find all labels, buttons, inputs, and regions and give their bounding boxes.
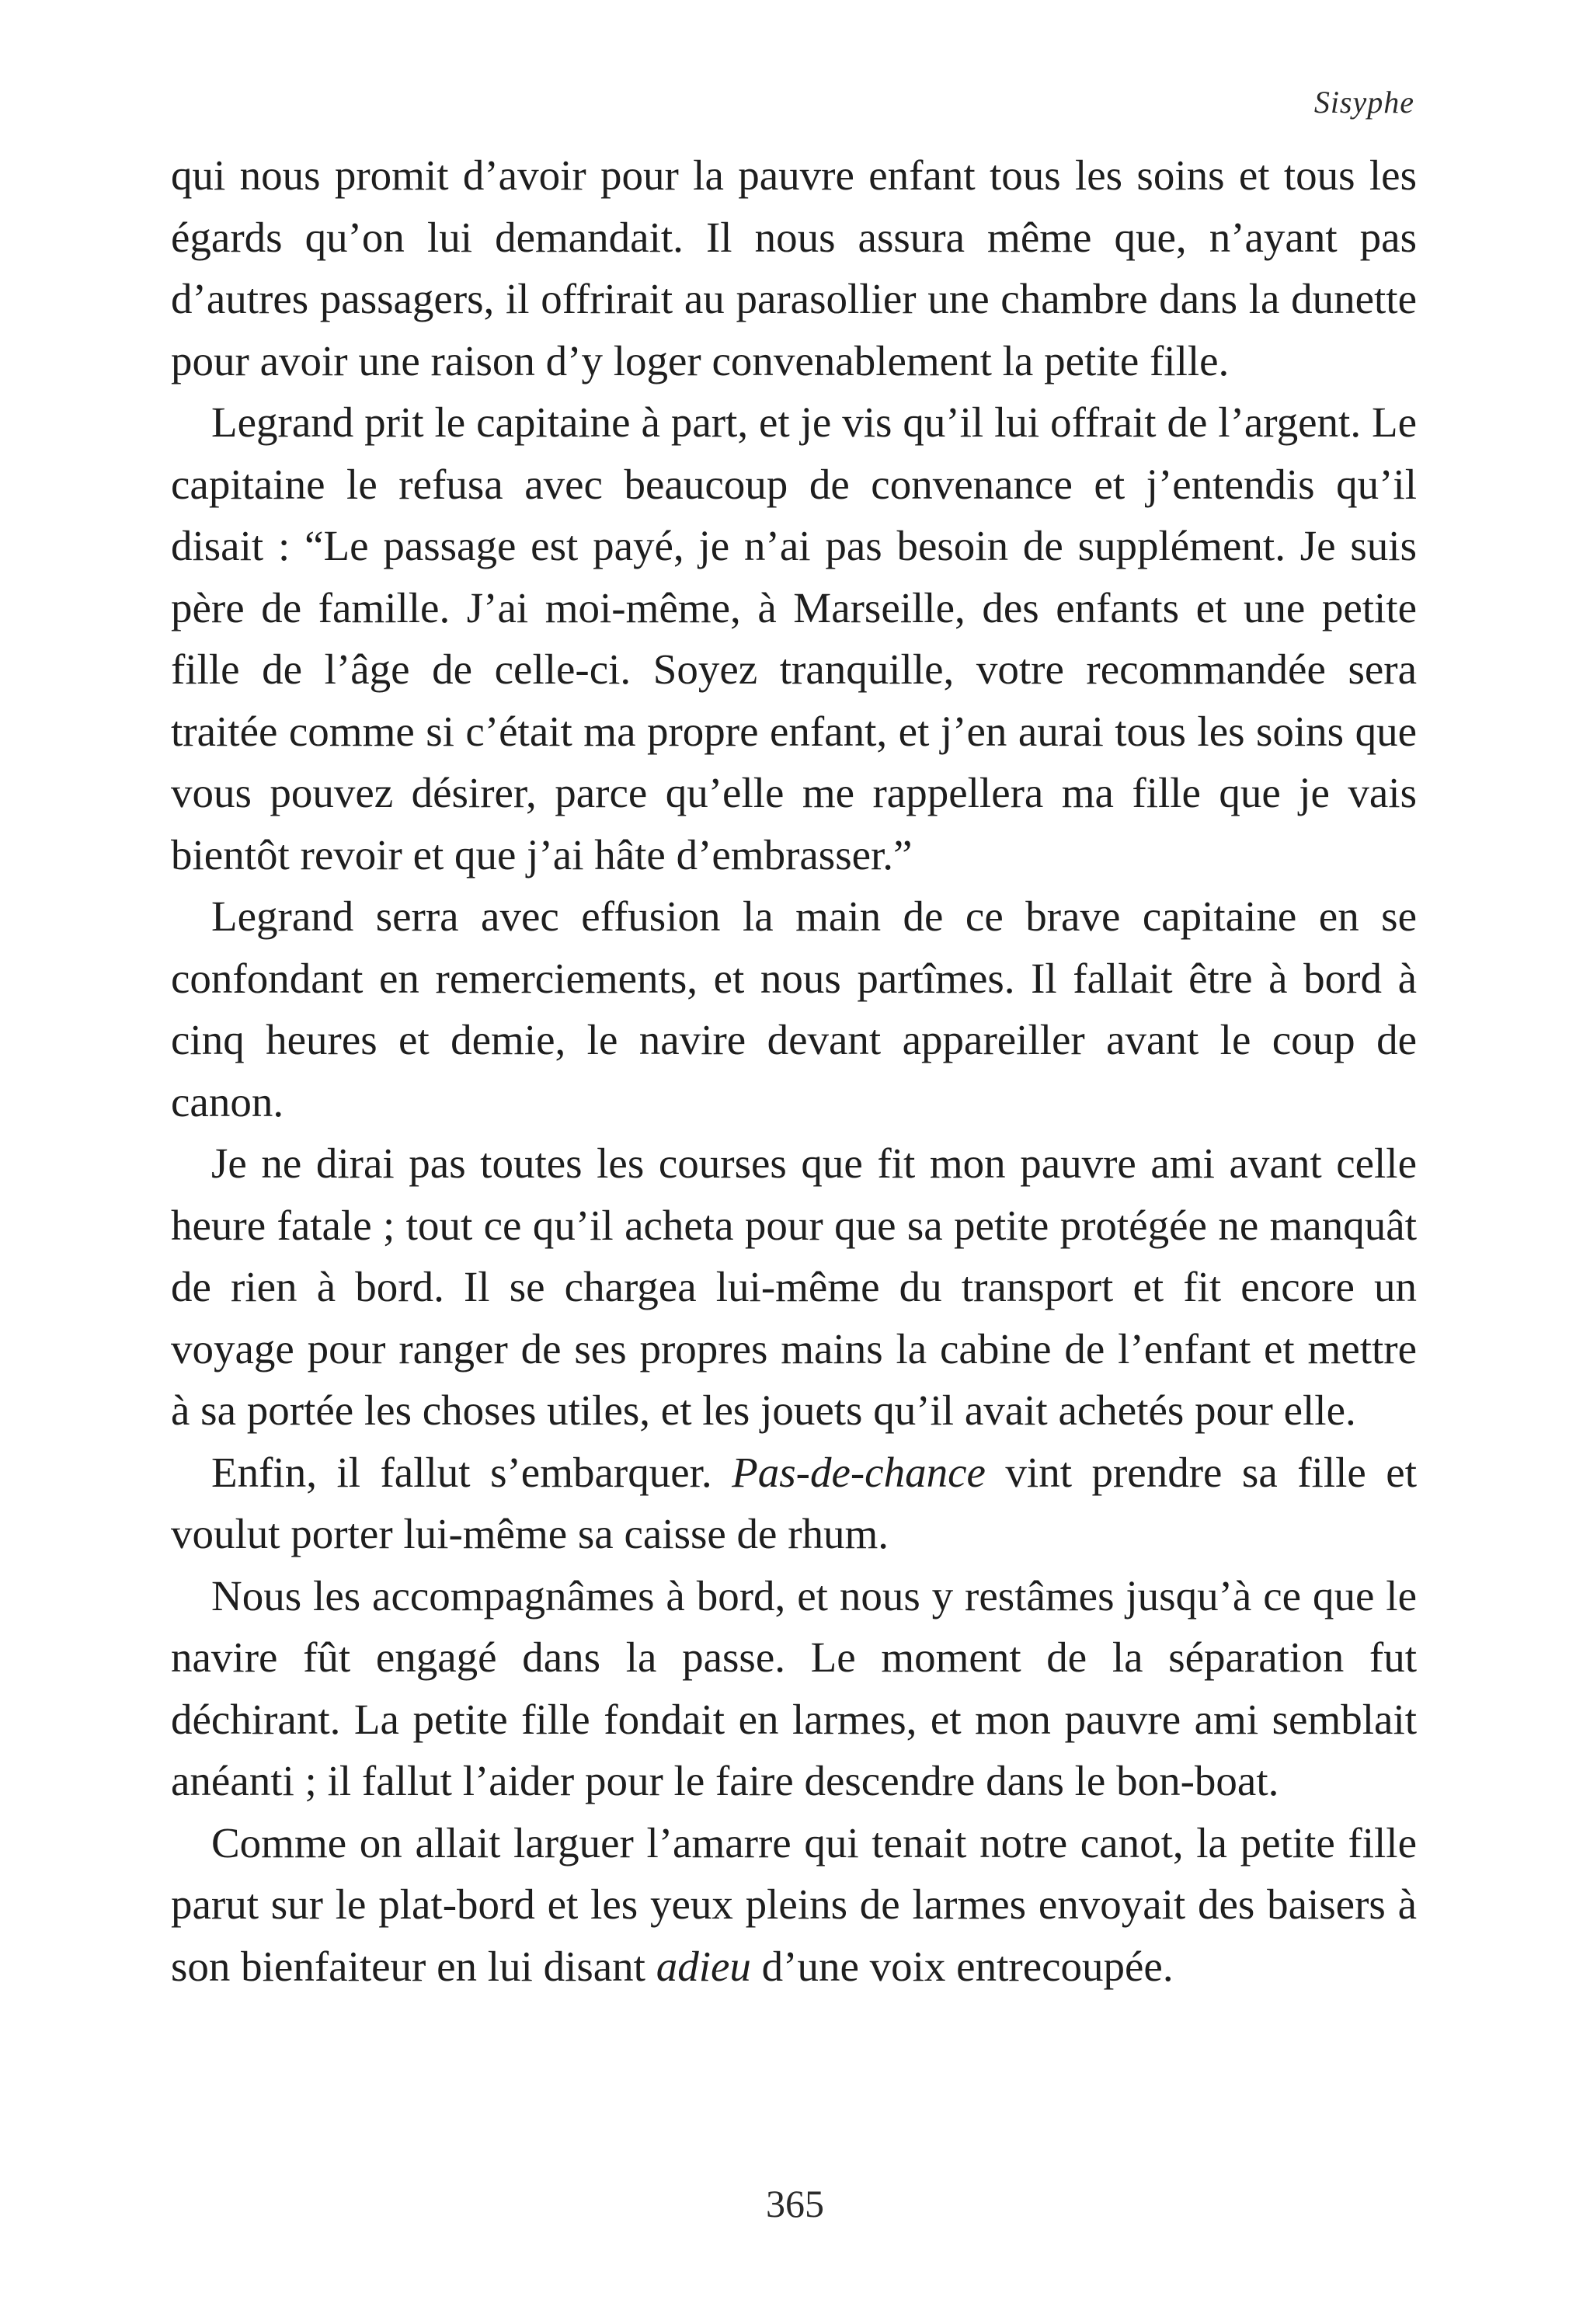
body-text [171, 144, 1417, 1997]
paragraph-2: Legrand prit le capitaine à part, et je vis qu’il lui offrait de l’argent. Le capitaine le refusa avec beaucoup de convenance et j’entendis qu’il disait : “Le passage est payé, je n’ai pas besoin de supplément. Je suis père de famille. J’ai moi-même, à Marseille, des enfants et une petite fille de l’âge de celle-ci. Soyez tranquille, votre recommandée sera traitée comme si c’était ma propre enfant, et j’en aurai tous les soins que vous pouvez désirer, parce qu’elle me rappellera ma fille que je vais bientôt revoir et que j’ai hâte d’embrasser.” [171, 398, 1417, 878]
running-head: Sisyphe [1313, 85, 1414, 120]
italic-word: adieu [656, 1942, 751, 1990]
paragraph-5-text-a: Enfin, il fallut s’embarquer. [211, 1448, 732, 1496]
paragraph-6: Nous les accompagnâmes à bord, et nous y restâmes jusqu’à ce que le navire fût engagé dans la passe. Le moment de la séparation fut déchirant. La petite fille fondait en larmes, et mon pauvre ami semblait anéanti ; il fallut l’aider pour le faire descendre dans le bon-boat. [171, 1571, 1417, 1804]
paragraph-5-text-b: vint prendre sa fille et voulut porter lui-même sa caisse de rhum. [171, 1448, 1417, 1557]
page-number: 365 [766, 2182, 824, 2225]
paragraph-7 [171, 1812, 1417, 1998]
paragraph-3: Legrand serra avec effusion la main de ce brave capitaine en se confondant en remerciements, et nous partîmes. Il fallait être à bord à cinq heures et demie, le navire devant appareiller avant le coup de canon. [171, 892, 1417, 1125]
paragraph-7-text-b: d’une voix entrecoupée. [750, 1942, 1174, 1990]
paragraph-4: Je ne dirai pas toutes les courses que fit mon pauvre ami avant celle heure fatale ; tout ce qu’il acheta pour que sa petite protégée ne manquât de rien à bord. Il se chargea lui-même du transport et fit encore un voyage pour ranger de ses propres mains la cabine de l’enfant et mettre à sa portée les choses utiles, et les jouets qu’il avait achetés pour elle. [171, 1139, 1417, 1434]
paragraph-7-text-a: Comme on allait larguer l’amarre qui tenait notre canot, la petite fille parut sur le plat-bord et les yeux pleins de larmes envoyait des baisers à son bienfaiteur en lui disant [171, 1818, 1417, 1990]
italic-name: Pas-de-chance [732, 1448, 986, 1496]
paragraph-1: qui nous promit d’avoir pour la pauvre enfant tous les soins et tous les égards qu’on lui demandait. Il nous assura même que, n’ayant pas d’autres passagers, il offrirait au parasollier une chambre dans la dunette pour avoir une raison d’y loger convenablement la petite fille. [171, 151, 1417, 384]
paragraph-5 [171, 1442, 1417, 1565]
